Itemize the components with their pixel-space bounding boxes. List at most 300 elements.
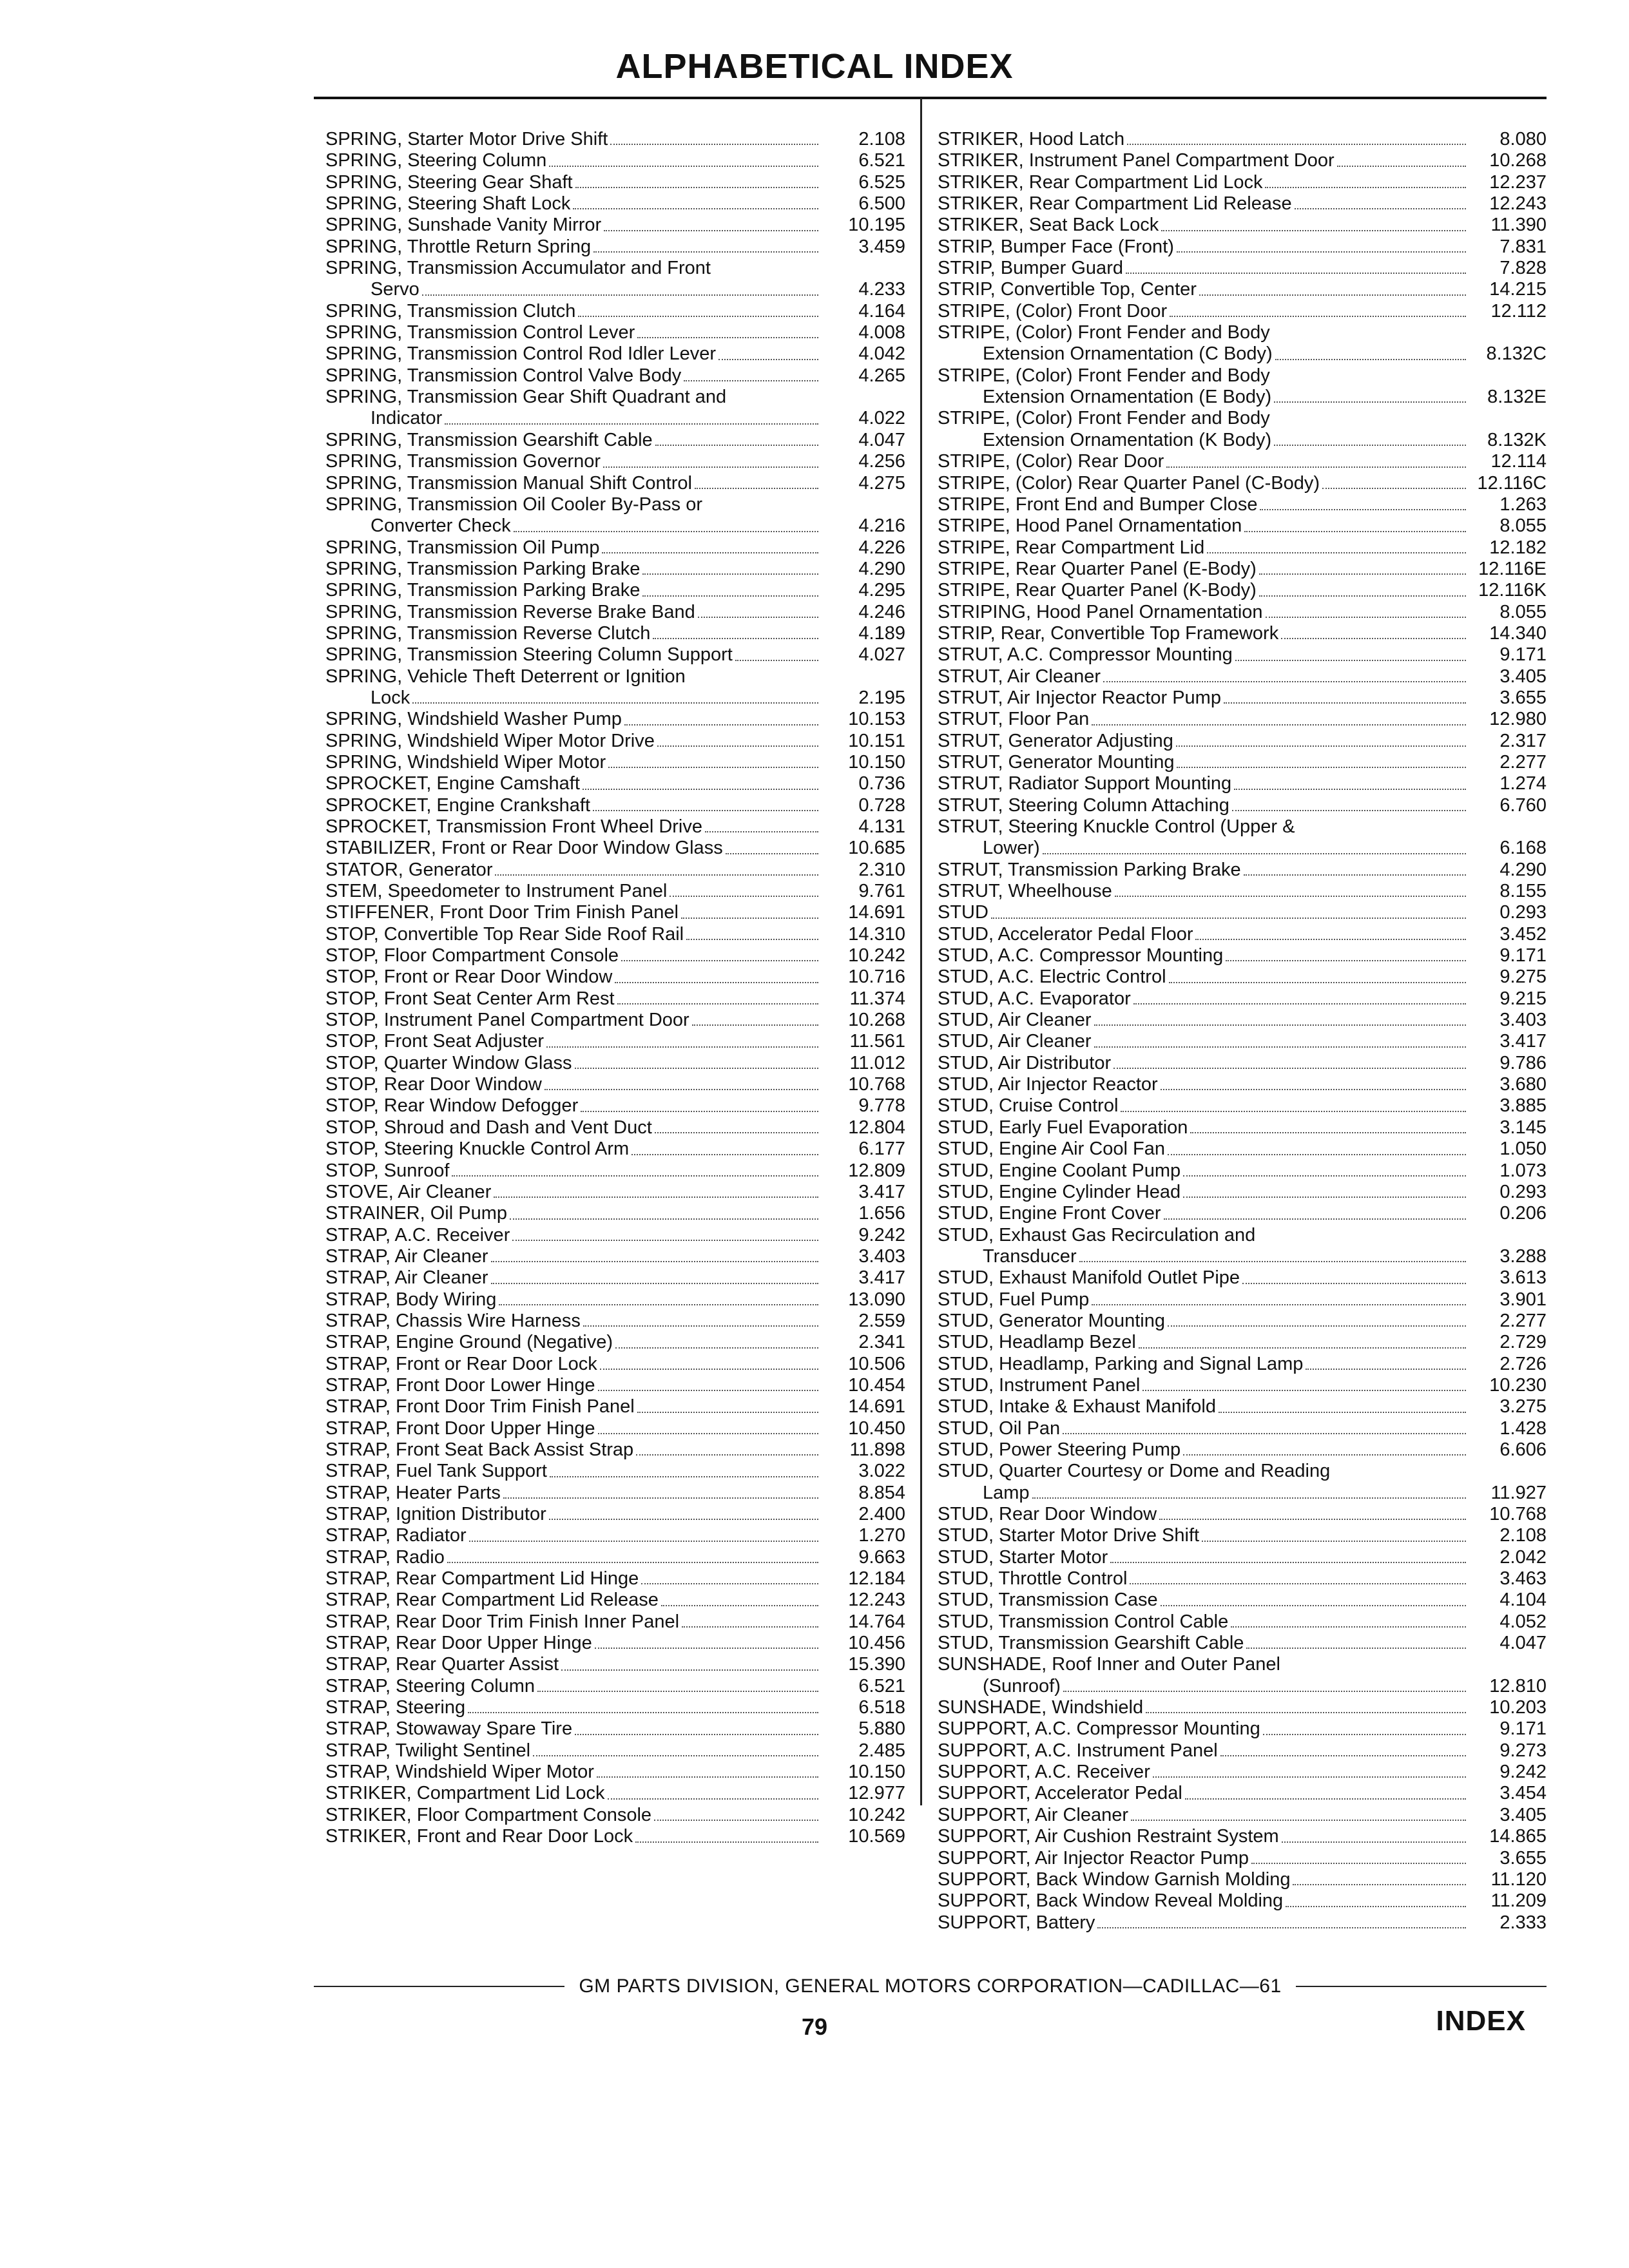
dot-leader [1219, 1412, 1466, 1413]
entry-page-ref: 11.120 [1490, 1869, 1547, 1890]
entry-page-ref: 14.691 [848, 902, 905, 923]
dot-leader [1115, 896, 1466, 897]
entry-page-ref: 0.728 [858, 794, 905, 816]
dot-leader [637, 1412, 818, 1413]
entry-text: STUD, Accelerator Pedal Floor [938, 923, 1193, 945]
entry-text: STRAP, Steering [325, 1697, 466, 1718]
entry-page-ref: 10.153 [848, 709, 905, 730]
entry-page-ref: 8.055 [1499, 515, 1547, 537]
index-entry [325, 1225, 905, 1246]
dot-leader [1094, 1046, 1466, 1048]
footer-text: GM PARTS DIVISION, GENERAL MOTORS CORPORATION—CADILLAC—61 [579, 1975, 1282, 1997]
entry-page-ref: 9.171 [1499, 945, 1547, 966]
entry-page-ref: 4.246 [858, 601, 905, 622]
index-entry [325, 752, 905, 773]
index-entry [325, 322, 905, 343]
index-entry [325, 1053, 905, 1074]
entry-text: STRAP, Engine Ground (Negative) [325, 1332, 613, 1353]
entry-text: STRUT, Steering Knuckle Control (Upper & [938, 816, 1295, 837]
entry-text: STRIKER, Hood Latch [938, 129, 1125, 149]
dot-leader [1161, 1605, 1466, 1606]
entry-page-ref: 8.132C [1486, 343, 1547, 365]
index-entry [325, 709, 905, 730]
entry-text: (Sunroof) [983, 1675, 1061, 1696]
index-entry [938, 1074, 1547, 1095]
entry-page-ref: 9.761 [858, 881, 905, 902]
entry-page-ref: 2.726 [1499, 1353, 1547, 1374]
entry-page-ref: 10.454 [848, 1374, 905, 1396]
entry-text: STUD, Transmission Case [938, 1590, 1158, 1611]
index-entry [938, 1332, 1547, 1353]
index-entry [938, 1633, 1547, 1654]
index-entry [325, 1718, 905, 1740]
entry-text: STRAP, Twilight Sentinel [325, 1740, 531, 1761]
index-entry [325, 1031, 905, 1052]
dot-leader [698, 617, 818, 618]
entry-text: SPRING, Transmission Reverse Clutch [325, 622, 651, 644]
entry-page-ref: 3.901 [1499, 1289, 1547, 1310]
dot-leader [1183, 1175, 1466, 1177]
entry-text: STOP, Instrument Panel Compartment Door [325, 1010, 689, 1031]
dot-leader [447, 1562, 818, 1563]
entry-text: STRIP, Bumper Guard [938, 258, 1123, 279]
entry-text: STUD, Engine Coolant Pump [938, 1160, 1181, 1181]
entry-text: Lower) [983, 838, 1040, 859]
dot-leader [617, 1003, 818, 1004]
entry-text: STOP, Rear Door Window [325, 1074, 542, 1095]
index-entry [938, 1547, 1547, 1568]
entry-text: STUD, A.C. Electric Control [938, 966, 1166, 988]
dot-leader [604, 230, 818, 231]
index-entry [938, 687, 1547, 709]
entry-text: SUNSHADE, Windshield [938, 1697, 1144, 1718]
index-entry [325, 215, 905, 236]
entry-text: STRIKER, Instrument Panel Compartment Door [938, 150, 1335, 171]
entry-text: STRUT, Air Cleaner [938, 666, 1101, 687]
dot-leader [494, 1196, 818, 1198]
entry-page-ref: 3.655 [1499, 1847, 1547, 1869]
entry-page-ref: 3.655 [1499, 687, 1547, 708]
entry-text: STUD, Headlamp, Parking and Signal Lamp [938, 1353, 1304, 1374]
entry-text: STUD, A.C. Evaporator [938, 988, 1131, 1009]
dot-leader [682, 1626, 818, 1628]
entry-page-ref: 10.242 [848, 1804, 905, 1825]
entry-text: SPRING, Windshield Wiper Motor [325, 751, 606, 773]
entry-page-ref: 3.613 [1499, 1267, 1547, 1289]
entry-text: STRIP, Convertible Top, Center [938, 279, 1197, 300]
page-number: 79 [801, 2013, 828, 2040]
dot-leader [1094, 1024, 1466, 1026]
entry-page-ref: 2.277 [1499, 1310, 1547, 1331]
entry-text: SUNSHADE, Roof Inner and Outer Panel [938, 1654, 1280, 1675]
dot-leader [1337, 166, 1466, 167]
dot-leader [615, 1347, 818, 1349]
index-entry [938, 1031, 1547, 1052]
index-entry [938, 1568, 1547, 1590]
index-entry [325, 258, 905, 279]
index-entry [938, 945, 1547, 966]
entry-page-ref: 12.184 [848, 1568, 905, 1590]
dot-leader [991, 918, 1466, 919]
index-entry [938, 773, 1547, 794]
dot-leader [1161, 1089, 1466, 1090]
dot-leader [718, 359, 818, 360]
index-entry [938, 343, 1547, 365]
entry-page-ref: 6.521 [858, 150, 905, 171]
dot-leader [603, 466, 818, 468]
entry-page-ref: 1.656 [858, 1203, 905, 1224]
entry-page-ref: 10.685 [848, 838, 905, 859]
entry-text: STRIKER, Floor Compartment Console [325, 1804, 652, 1825]
dot-leader [1244, 531, 1466, 532]
index-entry [938, 1848, 1547, 1869]
entry-text: STRAP, Front or Rear Door Lock [325, 1353, 597, 1374]
entry-text: STUD, Intake & Exhaust Manifold [938, 1396, 1216, 1418]
entry-text: STRAP, Radio [325, 1546, 445, 1568]
entry-text: STUD, Starter Motor [938, 1546, 1108, 1568]
entry-page-ref: 6.521 [858, 1675, 905, 1696]
entry-text: STOP, Quarter Window Glass [325, 1052, 572, 1073]
dot-leader [1170, 316, 1466, 317]
dot-leader [1274, 401, 1466, 403]
entry-page-ref: 4.131 [858, 816, 905, 837]
entry-text: STRIKER, Rear Compartment Lid Release [938, 193, 1292, 215]
entry-page-ref: 4.290 [858, 558, 905, 579]
entry-page-ref: 1.050 [1499, 1139, 1547, 1160]
dot-leader [1169, 982, 1466, 983]
entry-page-ref: 10.230 [1489, 1374, 1547, 1396]
index-entry [938, 1461, 1547, 1482]
index-entry [938, 816, 1547, 838]
dot-leader [510, 1218, 818, 1220]
index-entry [938, 387, 1547, 408]
index-entry [938, 1375, 1547, 1396]
entry-text: STOP, Sunroof [325, 1160, 450, 1181]
dot-leader [1126, 273, 1466, 274]
entry-page-ref: 11.390 [1490, 215, 1547, 236]
index-entry [938, 1182, 1547, 1203]
entry-page-ref: 3.452 [1499, 923, 1547, 945]
entry-page-ref: 9.215 [1499, 988, 1547, 1009]
index-entry [325, 623, 905, 644]
entry-page-ref: 9.171 [1499, 644, 1547, 666]
index-entry [938, 988, 1547, 1010]
index-entry [938, 537, 1547, 559]
entry-text: STRIPE, Front End and Bumper Close [938, 494, 1258, 515]
dot-leader [1259, 573, 1466, 575]
entry-text: STRAP, Air Cleaner [325, 1245, 488, 1267]
entry-text: STUD, Engine Cylinder Head [938, 1181, 1181, 1202]
dot-leader [598, 1433, 818, 1434]
entry-page-ref: 12.804 [848, 1117, 905, 1138]
dot-leader [641, 1583, 818, 1584]
index-entry [325, 1611, 905, 1633]
entry-page-ref: 2.195 [858, 687, 905, 708]
index-entry [938, 172, 1547, 193]
dot-leader [657, 745, 818, 747]
entry-page-ref: 11.898 [849, 1439, 905, 1460]
entry-text: STOP, Floor Compartment Console [325, 945, 619, 966]
dot-leader [452, 1175, 818, 1177]
entry-page-ref: 3.405 [1499, 1804, 1547, 1825]
index-entry [938, 451, 1547, 472]
index-entry [938, 666, 1547, 687]
entry-text: STUD, Air Injector Reactor [938, 1074, 1158, 1095]
entry-text: STUD, Exhaust Manifold Outlet Pipe [938, 1267, 1240, 1289]
dot-leader [561, 1669, 818, 1671]
dot-leader [575, 1734, 818, 1735]
dot-leader [637, 337, 818, 338]
entry-page-ref: 3.022 [858, 1461, 905, 1482]
dot-leader [545, 1089, 818, 1090]
entry-page-ref: 10.242 [848, 945, 905, 966]
entry-page-ref: 12.809 [848, 1160, 905, 1181]
index-entry [938, 215, 1547, 236]
index-entry [325, 1697, 905, 1718]
entry-text: SUPPORT, A.C. Instrument Panel [938, 1740, 1218, 1761]
dot-leader [573, 208, 818, 209]
entry-page-ref: 4.022 [858, 408, 905, 429]
entry-text: STRAP, Front Door Upper Hinge [325, 1418, 595, 1439]
index-entry [938, 752, 1547, 773]
index-entry [325, 1246, 905, 1267]
dot-leader [1259, 595, 1466, 597]
entry-page-ref: 14.340 [1489, 622, 1547, 644]
entry-page-ref: 9.786 [1499, 1052, 1547, 1073]
dot-leader [491, 1261, 818, 1262]
entry-text: STOP, Front Seat Adjuster [325, 1031, 545, 1052]
entry-page-ref: 11.012 [849, 1052, 905, 1073]
entry-page-ref: 1.274 [1499, 773, 1547, 794]
index-entry [325, 1740, 905, 1762]
dot-leader [491, 1283, 818, 1284]
entry-text: STRIPE, (Color) Front Door [938, 300, 1168, 322]
entry-text: STRAP, Front Door Trim Finish Panel [325, 1396, 635, 1418]
entry-page-ref: 10.195 [848, 215, 905, 236]
entry-text: STRIPING, Hood Panel Ornamentation [938, 601, 1263, 622]
entry-page-ref: 8.132K [1487, 429, 1547, 450]
dot-leader [1226, 960, 1466, 961]
index-entry [325, 451, 905, 472]
entry-text: STOP, Rear Window Defogger [325, 1095, 579, 1117]
entry-page-ref: 2.729 [1499, 1332, 1547, 1353]
entry-page-ref: 4.275 [858, 472, 905, 494]
entry-text: SPROCKET, Transmission Front Wheel Drive [325, 816, 702, 837]
index-entry [325, 387, 905, 408]
index-entry [938, 1311, 1547, 1332]
entry-text: STRAP, Heater Parts [325, 1482, 501, 1503]
dot-leader [533, 1755, 818, 1756]
index-entry [938, 1053, 1547, 1074]
entry-text: STOP, Shroud and Dash and Vent Duct [325, 1117, 652, 1138]
dot-leader [1224, 702, 1466, 704]
entry-page-ref: 2.485 [858, 1740, 905, 1761]
entry-text: STUD, Generator Mounting [938, 1310, 1165, 1331]
index-entry [325, 902, 905, 923]
entry-text: STRAP, Ignition Distributor [325, 1504, 546, 1524]
entry-page-ref: 3.885 [1499, 1095, 1547, 1117]
index-entry [325, 150, 905, 171]
page-title: ALPHABETICAL INDEX [615, 47, 1014, 86]
index-entry [325, 1783, 905, 1804]
entry-text: SUPPORT, Air Injector Reactor Pump [938, 1847, 1249, 1869]
index-entry [325, 515, 905, 537]
dot-leader [1260, 509, 1466, 510]
index-entry [325, 1267, 905, 1289]
entry-text: SPRING, Windshield Wiper Motor Drive [325, 730, 655, 751]
footer-rule-left [314, 1986, 564, 1987]
entry-page-ref: 3.454 [1499, 1783, 1547, 1804]
dot-leader [495, 874, 818, 876]
entry-page-ref: 9.273 [1499, 1740, 1547, 1761]
dot-leader [1168, 1325, 1466, 1327]
entry-page-ref: 14.865 [1489, 1826, 1547, 1847]
entry-text: STUD [938, 902, 988, 923]
entry-page-ref: 3.680 [1499, 1074, 1547, 1095]
entry-page-ref: 10.268 [848, 1010, 905, 1031]
dot-leader [593, 810, 818, 811]
entry-page-ref: 12.116K [1478, 580, 1547, 601]
entry-text: Converter Check [371, 515, 511, 537]
dot-leader [1153, 1776, 1466, 1778]
entry-text: SPRING, Transmission Parking Brake [325, 580, 641, 601]
index-entry [325, 1203, 905, 1224]
entry-page-ref: 6.606 [1499, 1439, 1547, 1460]
index-entry [325, 644, 905, 666]
index-entry [325, 279, 905, 300]
index-column-right [938, 129, 1547, 1934]
index-entry [938, 1654, 1547, 1675]
entry-text: SPROCKET, Engine Crankshaft [325, 794, 591, 816]
entry-page-ref: 8.080 [1499, 129, 1547, 149]
entry-text: SPRING, Throttle Return Spring [325, 236, 592, 257]
entry-page-ref: 0.293 [1499, 902, 1547, 923]
entry-text: SPRING, Steering Gear Shaft [325, 171, 573, 193]
index-entry [325, 1160, 905, 1182]
entry-text: STOP, Front Seat Center Arm Rest [325, 988, 615, 1009]
dot-leader [655, 445, 818, 446]
dot-leader [1168, 1154, 1466, 1155]
entry-page-ref: 3.417 [1499, 1031, 1547, 1052]
index-entry [325, 1095, 905, 1117]
entry-text: SPRING, Transmission Reverse Brake Band [325, 601, 695, 622]
entry-text: STRUT, Air Injector Reactor Pump [938, 687, 1221, 708]
index-entry [938, 1439, 1547, 1461]
entry-text: SPRING, Transmission Parking Brake [325, 558, 641, 579]
dot-leader [608, 1798, 818, 1800]
entry-text: STRIP, Rear, Convertible Top Framework [938, 622, 1279, 644]
footer-rule-right [1296, 1986, 1547, 1987]
dot-leader [575, 1068, 818, 1069]
index-entry [325, 473, 905, 494]
entry-page-ref: 11.561 [849, 1031, 905, 1052]
entry-page-ref: 12.237 [1489, 171, 1547, 193]
index-entry [325, 945, 905, 966]
entry-page-ref: 6.500 [858, 193, 905, 215]
dot-leader [684, 380, 818, 381]
dot-leader [1131, 1820, 1466, 1821]
entry-text: STRAP, Stowaway Spare Tire [325, 1718, 573, 1740]
entry-page-ref: 10.716 [848, 966, 905, 988]
entry-text: STRAP, Radiator [325, 1525, 467, 1546]
entry-text: SUPPORT, Accelerator Pedal [938, 1783, 1182, 1804]
index-entry [938, 1418, 1547, 1439]
entry-page-ref: 2.400 [858, 1504, 905, 1524]
dot-leader [735, 660, 818, 661]
entry-page-ref: 12.112 [1490, 300, 1547, 322]
section-label: INDEX [1436, 2005, 1526, 2037]
entry-text: SPRING, Transmission Oil Pump [325, 537, 600, 558]
entry-text: STRUT, A.C. Compressor Mounting [938, 644, 1233, 666]
entry-page-ref: 2.317 [1499, 730, 1547, 751]
entry-page-ref: 11.927 [1490, 1482, 1547, 1503]
entry-text: STRIPE, Rear Compartment Lid [938, 537, 1205, 558]
entry-text: STRIPE, Hood Panel Ornamentation [938, 515, 1242, 537]
dot-leader [598, 1390, 818, 1391]
entry-text: STRAP, Front Door Lower Hinge [325, 1374, 595, 1396]
dot-leader [1079, 1261, 1466, 1262]
footer-line [314, 1975, 1547, 1997]
dot-leader [499, 1304, 818, 1305]
entry-text: STRIP, Bumper Face (Front) [938, 236, 1174, 257]
entry-text: SUPPORT, A.C. Compressor Mounting [938, 1718, 1260, 1740]
index-entry [938, 193, 1547, 215]
index-entry [938, 559, 1547, 580]
index-entry [325, 301, 905, 322]
dot-leader [1185, 1798, 1466, 1800]
entry-text: STRAP, Rear Door Upper Hinge [325, 1633, 592, 1654]
dot-leader [1234, 789, 1466, 790]
dot-leader [1177, 767, 1466, 768]
entry-text: Lamp [983, 1482, 1030, 1503]
index-entry [938, 924, 1547, 945]
dot-leader [1092, 724, 1466, 726]
entry-page-ref: 4.047 [858, 429, 905, 450]
dot-leader [642, 573, 818, 575]
index-entry [938, 1225, 1547, 1246]
index-entry [938, 1826, 1547, 1847]
entry-page-ref: 9.242 [1499, 1762, 1547, 1783]
index-entry [325, 1483, 905, 1504]
entry-text: SPRING, Steering Column [325, 150, 547, 171]
index-entry [938, 1354, 1547, 1375]
dot-leader [621, 960, 818, 961]
index-entry [938, 580, 1547, 601]
dot-leader [705, 831, 818, 832]
index-entry [938, 129, 1547, 150]
entry-page-ref: 3.463 [1499, 1568, 1547, 1590]
dot-leader [1176, 745, 1466, 747]
index-entry [938, 731, 1547, 752]
dot-leader [422, 294, 818, 296]
dot-leader [469, 1541, 818, 1542]
index-entry [325, 1289, 905, 1311]
index-entry [325, 129, 905, 150]
entry-page-ref: 6.518 [858, 1697, 905, 1718]
dot-leader [1242, 1283, 1466, 1284]
index-entry [325, 1525, 905, 1546]
index-entry [938, 709, 1547, 730]
entry-text: STUD, Quarter Courtesy or Dome and Reading [938, 1461, 1331, 1482]
entry-page-ref: 14.691 [848, 1396, 905, 1418]
entry-page-ref: 11.374 [849, 988, 905, 1009]
dot-leader [1103, 681, 1466, 682]
entry-page-ref: 4.295 [858, 580, 905, 601]
entry-text: STRAP, Body Wiring [325, 1289, 497, 1310]
dot-leader [1275, 359, 1466, 360]
dot-leader [686, 939, 818, 940]
entry-page-ref: 2.108 [1499, 1525, 1547, 1546]
